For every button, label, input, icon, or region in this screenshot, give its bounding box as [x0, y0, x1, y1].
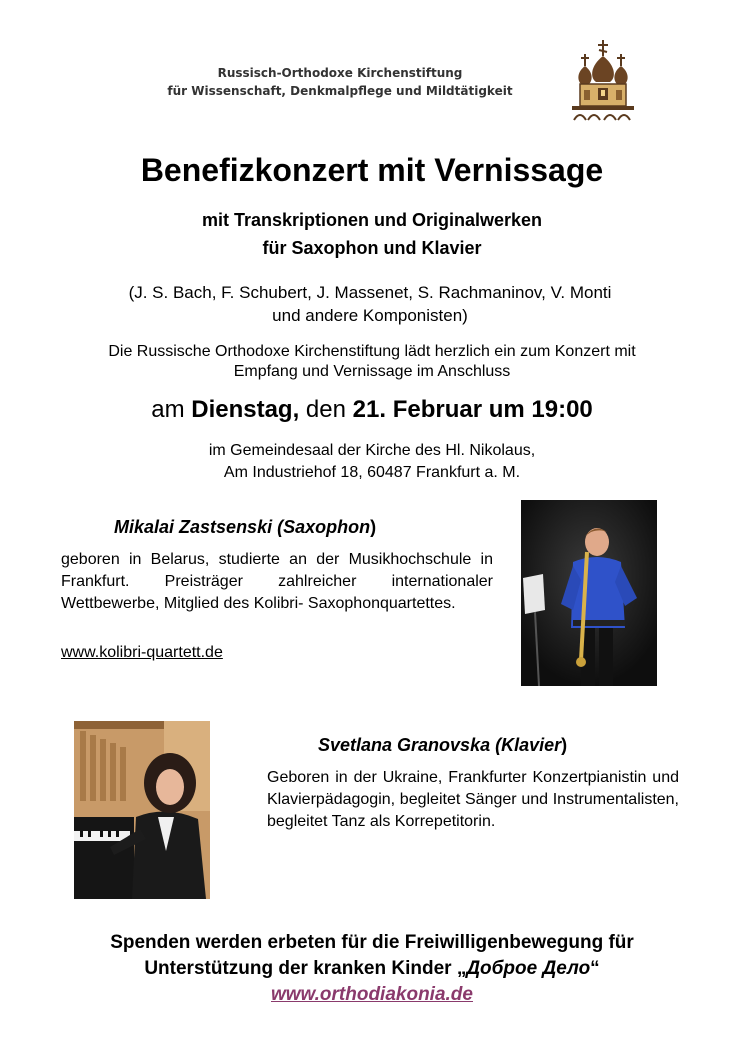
performer-name-saxophone-text: Mikalai Zastsenski (Saxophon [114, 517, 371, 537]
invitation-text [40, 342, 704, 382]
performer-name-piano [318, 735, 698, 756]
donation-appeal-line1: Spenden werden erbeten für die Freiwilligenbewegung für [110, 932, 634, 953]
saxophonist-photo [521, 500, 657, 686]
performer-name-saxophone-close: ) [370, 517, 377, 537]
kolibri-website-link[interactable]: www.kolibri-quartett.de [61, 644, 223, 661]
foundation-name-line1: Russisch-Orthodoxe Kirchenstiftung [217, 66, 463, 80]
donation-appeal-line2-suffix: “ [590, 958, 600, 979]
church-domes-icon [568, 38, 638, 122]
date-mid: den [299, 396, 353, 423]
event-title: Benefizkonzert mit Vernissage [140, 152, 604, 188]
event-date [0, 396, 744, 424]
charity-name: Доброе Дело [466, 958, 591, 979]
event-subtitle [0, 206, 744, 262]
foundation-name-line2: für Wissenschaft, Denkmalpflege und Mildtätigkeit [167, 84, 513, 98]
performer-bio-piano: Geboren in der Ukraine, Frankfurter Konzertpianistin und Klavierpädagogin, begleitet Sänger und Instrumentalisten, begleitet Tanz als Korrepetitorin. [267, 769, 679, 830]
donation-appeal-line2-prefix: Unterstützung der kranken Kinder „ [144, 958, 467, 979]
donation-appeal [0, 930, 744, 1008]
performer-name-piano-text: Svetlana Granovska (Klavier [318, 735, 562, 755]
performer-bio-saxophone: geboren in Belarus, studierte an der Musikhochschule in Frankfurt. Preisträger zahlreicher internationaler Wettbewerbe, Mitglied des Kolibri- Saxophonquartettes. [61, 551, 493, 612]
event-subtitle-line1: mit Transkriptionen und Originalwerken [201, 210, 543, 230]
date-day: Dienstag, [191, 396, 300, 423]
composers-line1: (J. S. Bach, F. Schubert, J. Massenet, S. Rachmaninov, V. Monti [128, 283, 612, 302]
event-subtitle-line2: für Saxophon und Klavier [262, 238, 482, 258]
invitation-line1: Die Russische Orthodoxe Kirchenstiftung lädt herzlich ein zum Konzert mit [108, 343, 636, 360]
composers-list [60, 281, 680, 327]
event-venue [0, 440, 744, 484]
foundation-name [150, 64, 530, 100]
invitation-line2: Empfang und Vernissage im Anschluss [233, 363, 511, 380]
donation-appeal-line2 [0, 956, 744, 982]
pianist-photo [74, 721, 210, 899]
date-prefix: am [151, 396, 192, 423]
performer-name-piano-close: ) [561, 735, 568, 755]
composers-line2: und andere Komponisten) [272, 306, 468, 325]
performer-name-saxophone [114, 517, 494, 538]
orthodiakonia-website-link[interactable]: www.orthodiakonia.de [271, 984, 473, 1005]
venue-line1: im Gemeindesaal der Kirche des Hl. Nikolaus, [208, 442, 536, 459]
venue-line2: Am Industriehof 18, 60487 Frankfurt a. M. [223, 464, 521, 481]
date-main: 21. Februar um 19:00 [352, 396, 593, 423]
